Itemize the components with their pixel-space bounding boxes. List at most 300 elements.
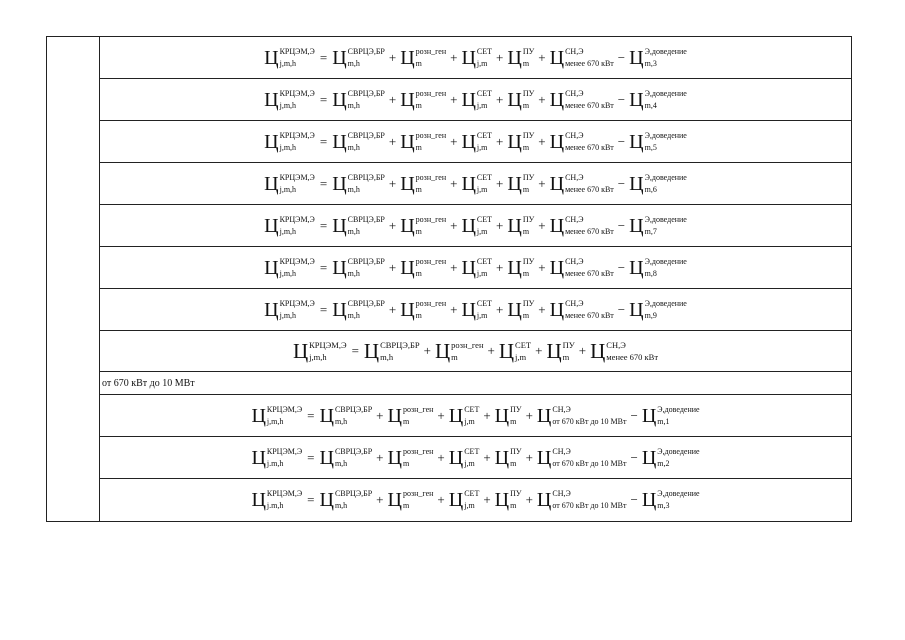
term-rozn [400, 132, 446, 152]
superscript: КРЦЭМ,Э [279, 130, 315, 140]
plus-sign: + [388, 217, 397, 233]
script-stack [402, 404, 434, 426]
term-svrce [332, 300, 385, 320]
superscript: ПУ [522, 256, 535, 266]
plus-sign: + [388, 91, 397, 107]
script-stack [415, 172, 447, 194]
symbol-c: Ц [629, 256, 644, 279]
script-stack [451, 339, 484, 362]
script-stack [464, 404, 480, 426]
term-krcem [264, 132, 315, 152]
script-stack [565, 46, 614, 68]
superscript: СЕТ [476, 298, 493, 308]
superscript: Э,доведение [644, 214, 687, 224]
section-row [100, 372, 851, 395]
term-pu [507, 48, 534, 68]
script-stack [644, 172, 687, 194]
script-stack [522, 88, 535, 110]
superscript: СН,Э [565, 88, 584, 98]
symbol-c: Ц [461, 88, 476, 111]
script-stack [279, 130, 315, 152]
superscript: ПУ [522, 298, 535, 308]
superscript: ПУ [562, 339, 575, 350]
symbol-c: Ц [461, 130, 476, 153]
script-stack [266, 489, 303, 510]
script-stack [476, 88, 493, 110]
script-stack [347, 172, 385, 194]
plus-sign: + [538, 217, 546, 233]
superscript: СН,Э [565, 298, 584, 308]
formula-row [100, 395, 851, 437]
symbol-c: Ц [400, 172, 415, 195]
superscript: розн_ген [415, 130, 447, 140]
minus-sign: − [630, 492, 638, 507]
script-stack [565, 172, 614, 194]
plus-sign: + [538, 133, 546, 149]
plus-sign: + [450, 49, 458, 65]
superscript: СЕТ [476, 256, 493, 266]
plus-sign: + [423, 343, 431, 358]
superscript: СВРЦЭ,БР [347, 130, 385, 140]
superscript: ПУ [510, 446, 522, 456]
subscript: m [522, 226, 530, 236]
script-stack [464, 446, 480, 468]
superscript: розн_ген [415, 214, 447, 224]
script-stack [522, 46, 535, 68]
symbol-c: Ц [461, 46, 476, 69]
script-stack [476, 46, 493, 68]
symbol-c: Ц [400, 46, 415, 69]
subscript: m [415, 58, 422, 68]
symbol-c: Ц [507, 88, 522, 111]
script-stack [279, 88, 315, 110]
superscript: СЕТ [476, 88, 493, 98]
subscript: j,m,h [279, 100, 297, 110]
superscript: ПУ [522, 88, 535, 98]
term-sn [537, 406, 627, 426]
subscript: m [415, 100, 422, 110]
plus-sign: + [487, 343, 495, 358]
superscript: розн_ген [415, 298, 447, 308]
superscript: СН,Э [565, 46, 584, 56]
script-stack [309, 339, 347, 362]
subscript: m,9 [644, 310, 657, 320]
script-stack [552, 404, 627, 426]
term-krcem [264, 216, 315, 236]
formula-row [100, 331, 851, 372]
subscript: j,m [476, 142, 488, 152]
superscript: ПУ [510, 489, 522, 498]
term-dovedenie [629, 258, 687, 278]
script-stack [334, 446, 373, 468]
symbol-c: Ц [629, 88, 644, 111]
symbol-c: Ц [498, 338, 515, 363]
equals-sign: = [307, 492, 315, 507]
table-rows [100, 37, 851, 521]
plus-sign: + [450, 259, 458, 275]
subscript: m [415, 142, 422, 152]
subscript: m [415, 310, 422, 320]
term-svrce [332, 48, 385, 68]
formula [264, 216, 687, 236]
symbol-c: Ц [264, 172, 279, 195]
term-pu [507, 300, 534, 320]
superscript: СВРЦЭ,БР [380, 339, 420, 350]
formula [264, 132, 687, 152]
script-stack [334, 489, 373, 510]
script-stack [565, 130, 614, 152]
equals-sign: = [307, 449, 315, 465]
term-rozn [400, 258, 446, 278]
symbol-c: Ц [332, 88, 347, 111]
superscript: СЕТ [476, 172, 493, 182]
symbol-c: Ц [494, 404, 510, 427]
symbol-c: Ц [251, 446, 266, 469]
symbol-c: Ц [363, 338, 380, 363]
term-dovedenie [629, 90, 687, 110]
minus-sign: − [630, 449, 638, 465]
subscript: j,m [476, 226, 488, 236]
plus-sign: + [450, 217, 458, 233]
term-set [461, 174, 492, 194]
script-stack [657, 404, 700, 426]
symbol-c: Ц [332, 298, 347, 321]
script-stack [515, 339, 532, 362]
subscript: менее 670 кВт [565, 268, 614, 278]
script-stack [476, 256, 493, 278]
plus-sign: + [525, 407, 533, 423]
subscript: j,m [476, 268, 488, 278]
formula-row [100, 37, 851, 79]
term-pu [495, 406, 522, 426]
formula-row [100, 437, 851, 479]
term-set [449, 448, 480, 468]
superscript: Э,доведение [644, 88, 687, 98]
symbol-c: Ц [264, 298, 279, 321]
subscript: j,m,h [279, 226, 297, 236]
term-dovedenie [629, 132, 687, 152]
symbol-c: Ц [461, 214, 476, 237]
script-stack [565, 214, 614, 236]
plus-sign: + [437, 449, 445, 465]
superscript: Э,доведение [657, 446, 700, 456]
formula [264, 90, 687, 110]
subscript: m,3 [644, 58, 657, 68]
symbol-c: Ц [461, 172, 476, 195]
term-rozn [388, 448, 434, 468]
symbol-c: Ц [400, 130, 415, 153]
plus-sign: + [450, 133, 458, 149]
plus-sign: + [496, 301, 504, 317]
formula-row [100, 163, 851, 205]
subscript: m,h [347, 58, 360, 68]
equals-sign: = [319, 49, 328, 65]
subscript: m [510, 416, 517, 426]
script-stack [657, 446, 700, 468]
symbol-c: Ц [434, 338, 451, 363]
term-pu [495, 448, 522, 468]
minus-sign: − [617, 259, 626, 275]
term-svrce [319, 406, 372, 426]
plus-sign: + [483, 407, 491, 423]
plus-sign: + [496, 217, 504, 233]
plus-sign: + [437, 492, 445, 507]
subscript: j,m,h [279, 310, 297, 320]
superscript: СН,Э [565, 214, 584, 224]
superscript: Э,доведение [644, 46, 687, 56]
script-stack [476, 172, 493, 194]
symbol-c: Ц [264, 46, 279, 69]
symbol-c: Ц [641, 489, 657, 511]
subscript: от 670 кВт до 10 МВт [552, 458, 627, 468]
superscript: ПУ [522, 130, 535, 140]
subscript: j,m [464, 416, 475, 426]
superscript: ПУ [522, 46, 535, 56]
script-stack [279, 172, 315, 194]
subscript: j,m,h [279, 184, 297, 194]
symbol-c: Ц [507, 214, 522, 237]
superscript: СЕТ [464, 446, 480, 456]
superscript: розн_ген [402, 489, 434, 498]
superscript: СВРЦЭ,БР [347, 46, 385, 56]
symbol-c: Ц [332, 172, 347, 195]
subscript: m [522, 184, 530, 194]
term-dovedenie [642, 406, 700, 426]
superscript: СВРЦЭ,БР [347, 298, 385, 308]
symbol-c: Ц [536, 404, 552, 427]
subscript: m,h [347, 310, 360, 320]
superscript: КРЦЭМ,Э [309, 339, 347, 350]
term-krcem [251, 406, 302, 426]
term-pu [507, 258, 534, 278]
superscript: СН,Э [552, 489, 571, 498]
term-dovedenie [629, 300, 687, 320]
symbol-c: Ц [549, 214, 565, 237]
term-svrce [319, 490, 372, 510]
term-krcem [264, 258, 315, 278]
subscript: m,h [347, 226, 360, 236]
subscript: m,5 [644, 142, 657, 152]
subscript: m [522, 268, 530, 278]
superscript: СН,Э [565, 130, 584, 140]
term-svrce [363, 338, 420, 363]
formula [264, 48, 687, 68]
script-stack [279, 214, 315, 236]
superscript: КРЦЭМ,Э [279, 298, 315, 308]
symbol-c: Ц [461, 256, 476, 279]
term-dovedenie [629, 48, 687, 68]
term-krcem [292, 338, 347, 363]
script-stack [644, 130, 687, 152]
superscript: ПУ [510, 404, 522, 414]
superscript: СЕТ [476, 214, 493, 224]
subscript: m [522, 58, 530, 68]
symbol-c: Ц [507, 130, 522, 153]
symbol-c: Ц [332, 46, 347, 69]
symbol-c: Ц [546, 338, 562, 363]
formula [292, 338, 659, 363]
script-stack [565, 256, 614, 278]
superscript: КРЦЭМ,Э [266, 404, 303, 414]
superscript: розн_ген [402, 446, 434, 456]
term-rozn [400, 90, 446, 110]
term-set [461, 300, 492, 320]
symbol-c: Ц [264, 130, 279, 153]
script-stack [266, 404, 303, 426]
equals-sign: = [319, 259, 328, 275]
term-dovedenie [642, 448, 700, 468]
script-stack [402, 489, 434, 510]
subscript: от 670 кВт до 10 МВт [552, 416, 627, 426]
left-column [47, 37, 100, 521]
script-stack [565, 88, 614, 110]
script-stack [565, 298, 614, 320]
plus-sign: + [538, 175, 546, 191]
term-krcem [264, 90, 315, 110]
equals-sign: = [319, 91, 328, 107]
superscript: Э,доведение [644, 256, 687, 266]
minus-sign: − [617, 133, 626, 149]
symbol-c: Ц [507, 46, 522, 69]
superscript: розн_ген [415, 256, 447, 266]
plus-sign: + [376, 449, 384, 465]
symbol-c: Ц [387, 404, 402, 427]
term-rozn [400, 300, 446, 320]
script-stack [347, 214, 385, 236]
symbol-c: Ц [629, 214, 644, 237]
symbol-c: Ц [387, 446, 402, 469]
term-krcem [251, 448, 302, 468]
symbol-c: Ц [590, 338, 606, 363]
plus-sign: + [538, 301, 546, 317]
script-stack [279, 46, 315, 68]
minus-sign: − [630, 407, 638, 423]
superscript: СЕТ [476, 46, 493, 56]
script-stack [415, 298, 447, 320]
subscript: m,7 [644, 226, 657, 236]
minus-sign: − [617, 91, 626, 107]
script-stack [415, 256, 447, 278]
term-rozn [400, 48, 446, 68]
term-krcem [251, 490, 302, 510]
superscript: СЕТ [476, 130, 493, 140]
term-rozn [400, 216, 446, 236]
subscript: m [522, 310, 530, 320]
subscript: m,h [347, 184, 360, 194]
term-sn [537, 448, 627, 468]
subscript: j,m [476, 58, 488, 68]
plus-sign: + [538, 259, 546, 275]
script-stack [347, 46, 385, 68]
subscript: j.m,h [266, 501, 284, 510]
superscript: СН,Э [552, 404, 571, 414]
script-stack [562, 339, 575, 362]
plus-sign: + [496, 259, 504, 275]
script-stack [266, 446, 303, 468]
symbol-c: Ц [264, 256, 279, 279]
formula [251, 490, 699, 510]
term-krcem [264, 48, 315, 68]
symbol-c: Ц [461, 298, 476, 321]
term-set [461, 216, 492, 236]
superscript: СВРЦЭ,БР [347, 256, 385, 266]
symbol-c: Ц [264, 88, 279, 111]
script-stack [644, 214, 687, 236]
subscript: m [522, 142, 530, 152]
plus-sign: + [388, 49, 397, 65]
superscript: СН,Э [552, 446, 571, 456]
script-stack [510, 489, 522, 510]
symbol-c: Ц [549, 130, 565, 153]
term-dovedenie [642, 490, 700, 510]
subscript: m,h [347, 100, 360, 110]
term-set [461, 48, 492, 68]
symbol-c: Ц [507, 298, 522, 321]
section-label: от 670 кВт до 10 МВт [102, 377, 195, 389]
symbol-c: Ц [387, 489, 402, 511]
subscript: j,m,h [279, 58, 297, 68]
subscript: m [415, 226, 422, 236]
subscript: m,h [334, 458, 348, 468]
term-krcem [264, 300, 315, 320]
subscript: m [415, 268, 422, 278]
script-stack [522, 214, 535, 236]
equals-sign: = [307, 407, 315, 423]
script-stack [415, 88, 447, 110]
plus-sign: + [496, 49, 504, 65]
superscript: СВРЦЭ,БР [347, 172, 385, 182]
script-stack [552, 489, 627, 510]
script-stack [476, 298, 493, 320]
script-stack [644, 88, 687, 110]
symbol-c: Ц [507, 256, 522, 279]
superscript: СЕТ [515, 339, 532, 350]
script-stack [347, 88, 385, 110]
term-sn [550, 258, 614, 278]
symbol-c: Ц [549, 298, 565, 321]
subscript: m,4 [644, 100, 657, 110]
subscript: m,h [347, 268, 360, 278]
plus-sign: + [450, 175, 458, 191]
script-stack [644, 256, 687, 278]
term-sn [550, 216, 614, 236]
script-stack [510, 446, 522, 468]
minus-sign: − [617, 217, 626, 233]
superscript: Э,доведение [644, 172, 687, 182]
script-stack [347, 130, 385, 152]
term-rozn [400, 174, 446, 194]
superscript: розн_ген [415, 88, 447, 98]
formula [264, 300, 687, 320]
formula [251, 448, 699, 468]
term-rozn [388, 490, 434, 510]
symbol-c: Ц [549, 88, 565, 111]
subscript: менее 670 кВт [565, 58, 614, 68]
minus-sign: − [617, 301, 626, 317]
script-stack [415, 46, 447, 68]
superscript: СН,Э [565, 172, 584, 182]
superscript: Э,доведение [644, 130, 687, 140]
term-pu [507, 132, 534, 152]
symbol-c: Ц [332, 214, 347, 237]
symbol-c: Ц [448, 404, 464, 427]
term-sn [550, 132, 614, 152]
symbol-c: Ц [536, 489, 552, 511]
symbol-c: Ц [332, 130, 347, 153]
superscript: Э,доведение [644, 298, 687, 308]
symbol-c: Ц [448, 446, 464, 469]
symbol-c: Ц [251, 404, 266, 427]
